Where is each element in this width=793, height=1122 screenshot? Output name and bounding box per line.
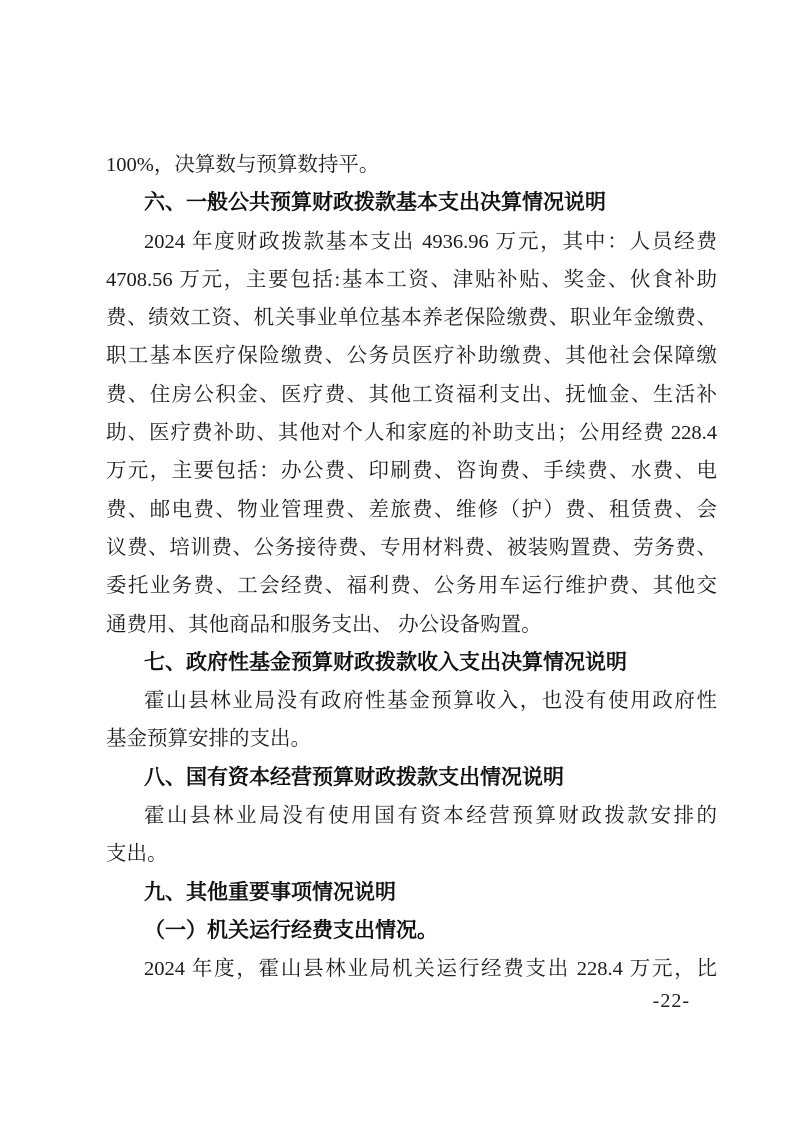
paragraph-line: 费、绩效工资、机关事业单位基本养老保险缴费、职业年金缴费、	[106, 307, 717, 330]
section-heading-7: 七、政府性基金预算财政拨款收入支出决算情况说明	[144, 650, 627, 674]
paragraph-line: 助、医疗费补助、其他对个人和家庭的补助支出；公用经费 228.4	[106, 422, 717, 445]
paragraph-line: 4708.56 万元，主要包括:基本工资、津贴补贴、奖金、伙食补助	[106, 268, 717, 291]
paragraph-line: 2024 年度财政拨款基本支出 4936.96 万元，其中：人员经费	[144, 230, 717, 253]
section-heading-9: 九、其他重要事项情况说明	[144, 880, 396, 904]
paragraph-line: 基金预算安排的支出。	[106, 728, 311, 751]
paragraph-line: 费、住房公积金、医疗费、其他工资福利支出、抚恤金、生活补	[106, 383, 717, 406]
paragraph-line: 100%，决算数与预算数持平。	[106, 154, 380, 176]
paragraph-line: 万元，主要包括：办公费、印刷费、咨询费、手续费、水费、电	[106, 460, 717, 483]
paragraph-line: 委托业务费、工会经费、福利费、公务用车运行维护费、其他交	[106, 575, 717, 598]
paragraph-line: 议费、培训费、公务接待费、专用材料费、被装购置费、劳务费、	[106, 536, 717, 559]
subsection-heading-1: （一）机关运行经费支出情况。	[144, 918, 438, 942]
paragraph-line: 费、邮电费、物业管理费、差旅费、维修（护）费、租赁费、会	[106, 498, 717, 521]
paragraph-line: 霍山县林业局没有政府性基金预算收入，也没有使用政府性	[144, 690, 717, 713]
section-heading-6: 六、一般公共预算财政拨款基本支出决算情况说明	[144, 191, 606, 215]
paragraph-line: 霍山县林业局没有使用国有资本经营预算财政拨款安排的	[144, 805, 717, 828]
paragraph-line: 2024 年度，霍山县林业局机关运行经费支出 228.4 万元，比	[144, 958, 717, 981]
page-number: -22-	[652, 990, 690, 1012]
document-body	[106, 146, 717, 989]
paragraph-line: 支出。	[106, 843, 168, 866]
paragraph-line: 职工基本医疗保险缴费、公务员医疗补助缴费、其他社会保障缴	[106, 345, 717, 368]
paragraph-line: 通费用、其他商品和服务支出、 办公设备购置。	[106, 613, 542, 636]
section-heading-8: 八、国有资本经营预算财政拨款支出情况说明	[144, 765, 564, 789]
